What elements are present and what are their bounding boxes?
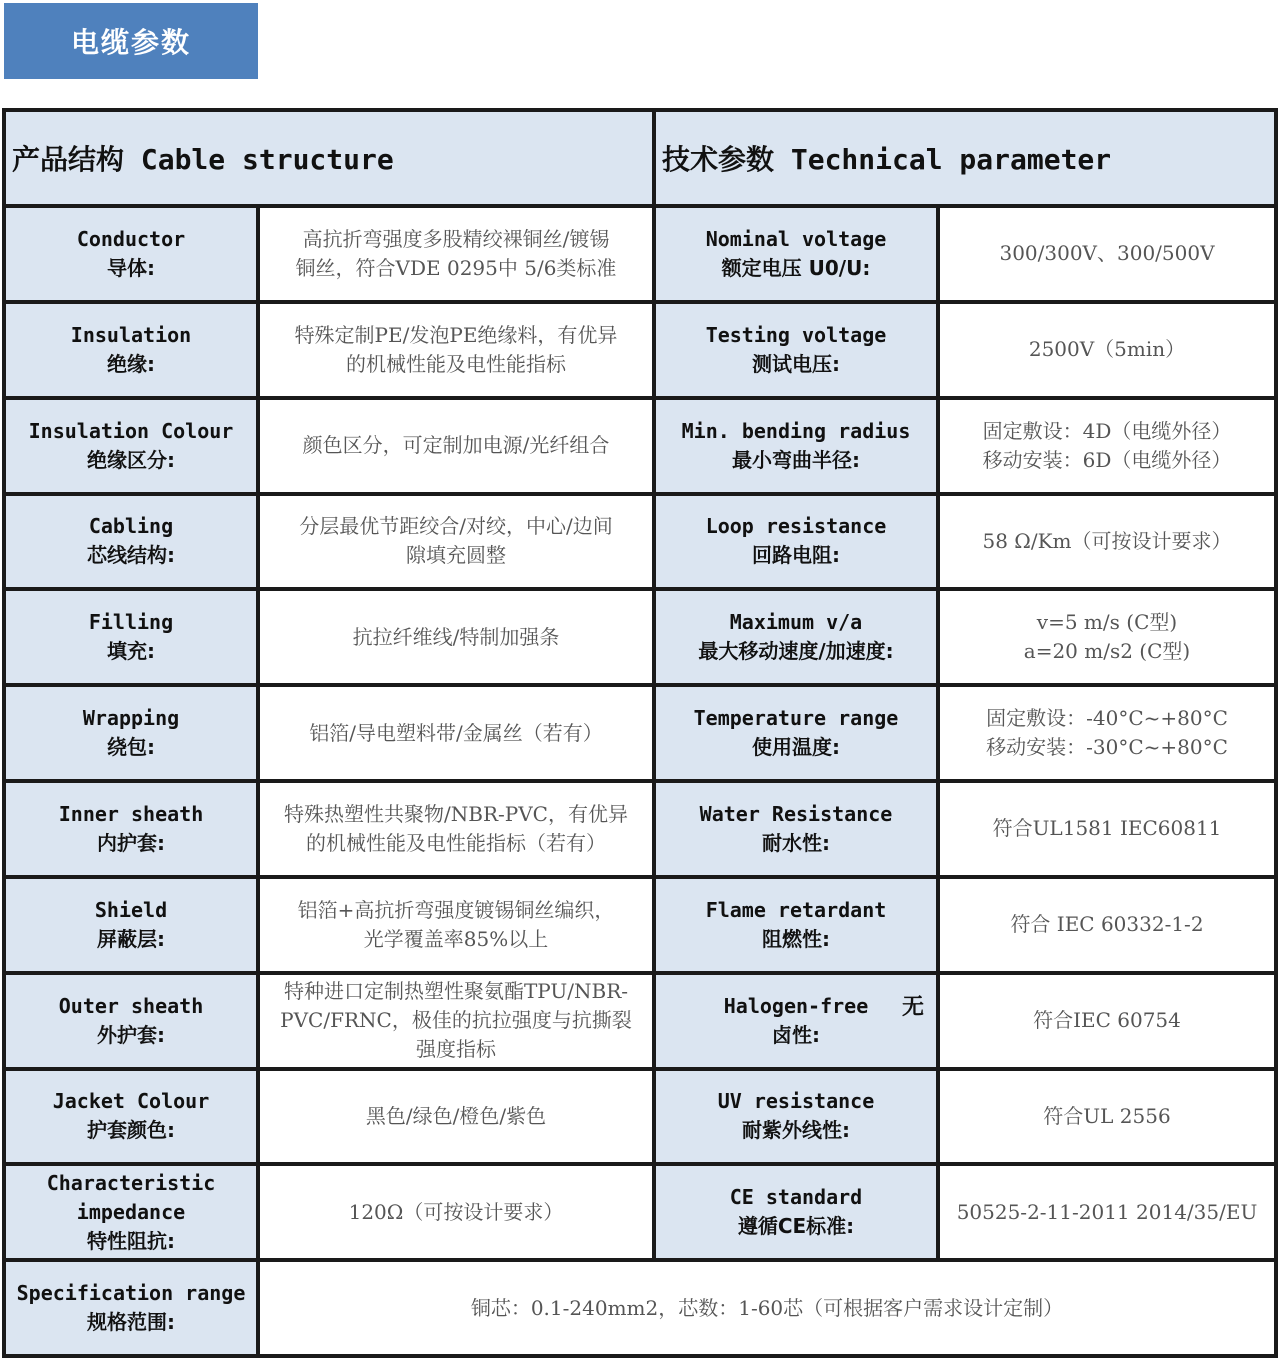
label-zh: 绝缘:: [107, 351, 155, 376]
label-en: Cabling: [88, 514, 174, 539]
row-value-left: 抗拉纤维线/特制加强条: [260, 591, 652, 683]
row-value-left: 特殊热塑性共聚物/NBR-PVC，有优异 的机械性能及电性能指标（若有）: [260, 783, 652, 875]
label-zh: 卤性:: [772, 1022, 820, 1047]
label-en: Halogen-free: [723, 993, 869, 1018]
label-zh: 规格范围:: [87, 1310, 175, 1335]
label-zh: 额定电压 U0/U:: [721, 255, 871, 280]
row-value-right: 符合UL1581 IEC60811: [940, 783, 1274, 875]
label-zh: 绝缘区分:: [87, 447, 175, 472]
row-value-right: 固定敷设：4D（电缆外径） 移动安装：6D（电缆外径）: [940, 400, 1274, 492]
row-value-right: 2500V（5min）: [940, 304, 1274, 396]
label-en: Min. bending radius: [681, 418, 911, 443]
label-en: Insulation: [70, 322, 192, 347]
row-value-right: 符合IEC 60754: [940, 975, 1274, 1067]
label-en: Loop resistance: [705, 514, 887, 539]
row-label-right: [656, 687, 936, 779]
row-value-right: 符合UL 2556: [940, 1071, 1274, 1163]
label-en: CE standard: [729, 1185, 863, 1210]
row-label-left: [6, 879, 256, 971]
row-label-right: [656, 783, 936, 875]
label-en: Conductor: [76, 226, 186, 251]
label-zh: 护套颜色:: [87, 1118, 175, 1143]
row-value-left: 特种进口定制热塑性聚氨酯TPU/NBR- PVC/FRNC，极佳的抗拉强度与抗撕裂 强度指标: [260, 975, 652, 1067]
label-zh: 耐水性:: [762, 830, 830, 855]
row-label-left: [6, 975, 256, 1067]
row-label-right: [656, 975, 936, 1067]
label-en: Temperature range: [693, 706, 899, 731]
row-value-left: 铝箔+高抗折弯强度镀锡铜丝编织， 光学覆盖率85%以上: [260, 879, 652, 971]
label-zh: 特性阻抗:: [87, 1228, 175, 1253]
row-label-spec: [6, 1262, 256, 1354]
row-value-spec: 铜芯：0.1-240mm2，芯数：1-60芯（可根据客户需求设计定制）: [260, 1262, 1274, 1354]
label-zh: 使用温度:: [752, 735, 840, 760]
label-extra: 无: [901, 994, 924, 1020]
row-label-left: [6, 400, 256, 492]
label-zh: 阻燃性:: [762, 926, 830, 951]
label-en: Flame retardant: [705, 897, 887, 922]
label-zh: 芯线结构:: [87, 543, 175, 568]
label-en: Shield: [94, 897, 168, 922]
label-zh: 最大移动速度/加速度:: [698, 639, 894, 664]
row-label-right: [656, 400, 936, 492]
row-value-right: 300/300V、300/500V: [940, 208, 1274, 300]
row-label-left: [6, 208, 256, 300]
label-en: UV resistance: [717, 1089, 875, 1114]
row-label-left: [6, 591, 256, 683]
label-zh: 填充:: [107, 639, 155, 664]
row-label-left: [6, 687, 256, 779]
label-en: Wrapping: [82, 706, 180, 731]
row-label-left: [6, 304, 256, 396]
label-zh: 绕包:: [107, 735, 155, 760]
row-label-right: [656, 1166, 936, 1258]
label-en: Insulation Colour: [28, 418, 234, 443]
row-label-right: [656, 1071, 936, 1163]
row-value-left: 特殊定制PE/发泡PE绝缘料，有优异 的机械性能及电性能指标: [260, 304, 652, 396]
row-value-right: 符合 IEC 60332-1-2: [940, 879, 1274, 971]
row-value-left: 颜色区分，可定制加电源/光纤组合: [260, 400, 652, 492]
row-label-right: [656, 591, 936, 683]
row-value-right: 固定敷设：-40°C~+80°C 移动安装：-30°C~+80°C: [940, 687, 1274, 779]
row-label-right: [656, 496, 936, 588]
row-label-left: [6, 783, 256, 875]
row-label-left: [6, 1071, 256, 1163]
row-label-right: [656, 208, 936, 300]
header-technical-parameter: 技术参数 Technical parameter: [656, 112, 1274, 204]
row-value-right: 50525-2-11-2011 2014/35/EU: [940, 1166, 1274, 1258]
section-tab: [4, 3, 258, 79]
label-en: Maximum v/a: [729, 610, 863, 635]
label-en: Nominal voltage: [705, 226, 887, 251]
cable-parameter-table: [2, 108, 1278, 1358]
row-value-left: 分层最优节距绞合/对绞，中心/边间 隙填充圆整: [260, 496, 652, 588]
label-zh: 内护套:: [97, 830, 165, 855]
label-zh: 测试电压:: [752, 351, 840, 376]
row-label-left: [6, 496, 256, 588]
label-en: Outer sheath: [58, 993, 204, 1018]
label-zh: 回路电阻:: [752, 543, 840, 568]
label-en: Jacket Colour: [52, 1089, 210, 1114]
label-zh: 外护套:: [97, 1022, 165, 1047]
row-value-left: 铝箔/导电塑料带/金属丝（若有）: [260, 687, 652, 779]
header-cable-structure: 产品结构 Cable structure: [6, 112, 652, 204]
row-value-left: 高抗折弯强度多股精绞裸铜丝/镀锡 铜丝，符合VDE 0295中 5/6类标准: [260, 208, 652, 300]
label-en: Testing voltage: [705, 322, 887, 347]
label-zh: 遵循CE标准:: [737, 1214, 855, 1239]
label-en: Filling: [88, 610, 174, 635]
label-en: Water Resistance: [699, 801, 893, 826]
row-value-left: 120Ω（可按设计要求）: [260, 1166, 652, 1258]
label-en: Characteristic impedance: [46, 1170, 216, 1224]
row-label-left: [6, 1166, 256, 1258]
label-en: Specification range: [16, 1281, 246, 1306]
label-zh: 导体:: [107, 255, 155, 280]
row-value-left: 黑色/绿色/橙色/紫色: [260, 1071, 652, 1163]
row-value-right: v=5 m/s (C型) a=20 m/s2 (C型): [940, 591, 1274, 683]
label-zh: 耐紫外线性:: [742, 1118, 850, 1143]
label-zh: 最小弯曲半径:: [732, 447, 860, 472]
label-zh: 屏蔽层:: [97, 926, 165, 951]
section-tab-title: 电缆参数: [70, 26, 191, 59]
row-value-right: 58 Ω/Km（可按设计要求）: [940, 496, 1274, 588]
row-label-right: [656, 304, 936, 396]
label-en: Inner sheath: [58, 801, 204, 826]
row-label-right: [656, 879, 936, 971]
